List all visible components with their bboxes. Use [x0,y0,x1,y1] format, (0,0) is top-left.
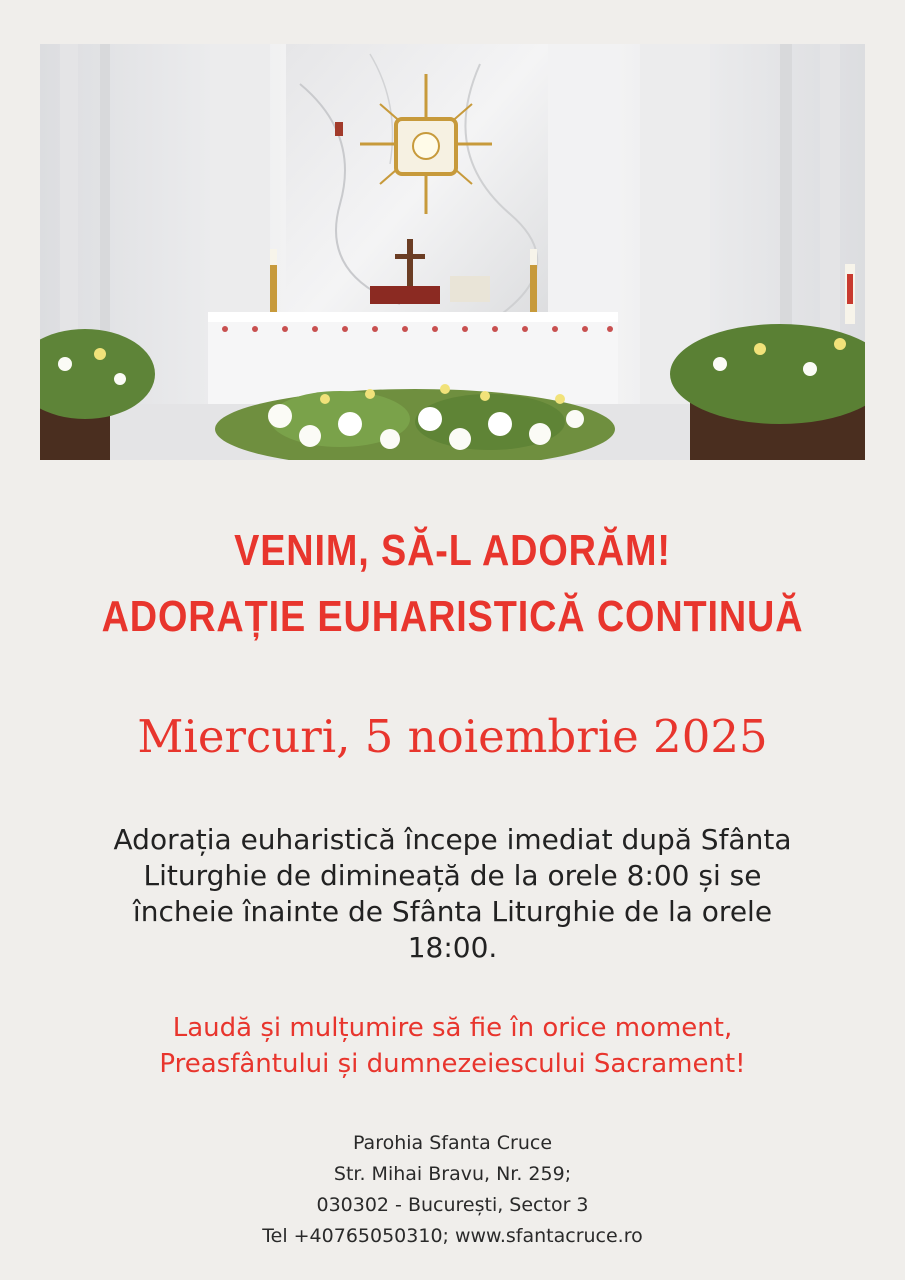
prayer-line-1: Laudă și mulțumire să fie în orice moment, [172,1013,733,1043]
parish-street: Str. Mihai Bravu, Nr. 259; [333,1163,572,1185]
schedule-line-3: încheie înainte de Sfânta Liturghie de la orele [132,895,773,928]
title-line-1: VENIM, SĂ-L ADORĂM! [234,526,671,575]
parish-contact [0,1128,905,1252]
parish-phone-website: Tel +40765050310; www.sfantacruce.ro [262,1225,643,1247]
schedule-line-2: Liturghie de dimineață de la orele 8:00 și se [143,859,762,892]
title-line-2: ADORAȚIE EUHARISTICĂ CONTINUĂ [101,592,804,641]
altar-photo [40,44,865,460]
parish-name: Parohia Sfanta Cruce [352,1132,553,1154]
event-date: Miercuri, 5 noiembrie 2025 [137,710,768,763]
prayer-line-2: Preasfântului și dumnezeiescului Sacrament! [159,1049,746,1079]
schedule-description [50,822,855,966]
parish-city: 030302 - București, Sector 3 [316,1194,589,1216]
schedule-line-1: Adorația euharistică începe imediat după Sfânta [113,823,792,856]
prayer-text [40,1010,865,1082]
schedule-line-4: 18:00. [407,931,498,964]
